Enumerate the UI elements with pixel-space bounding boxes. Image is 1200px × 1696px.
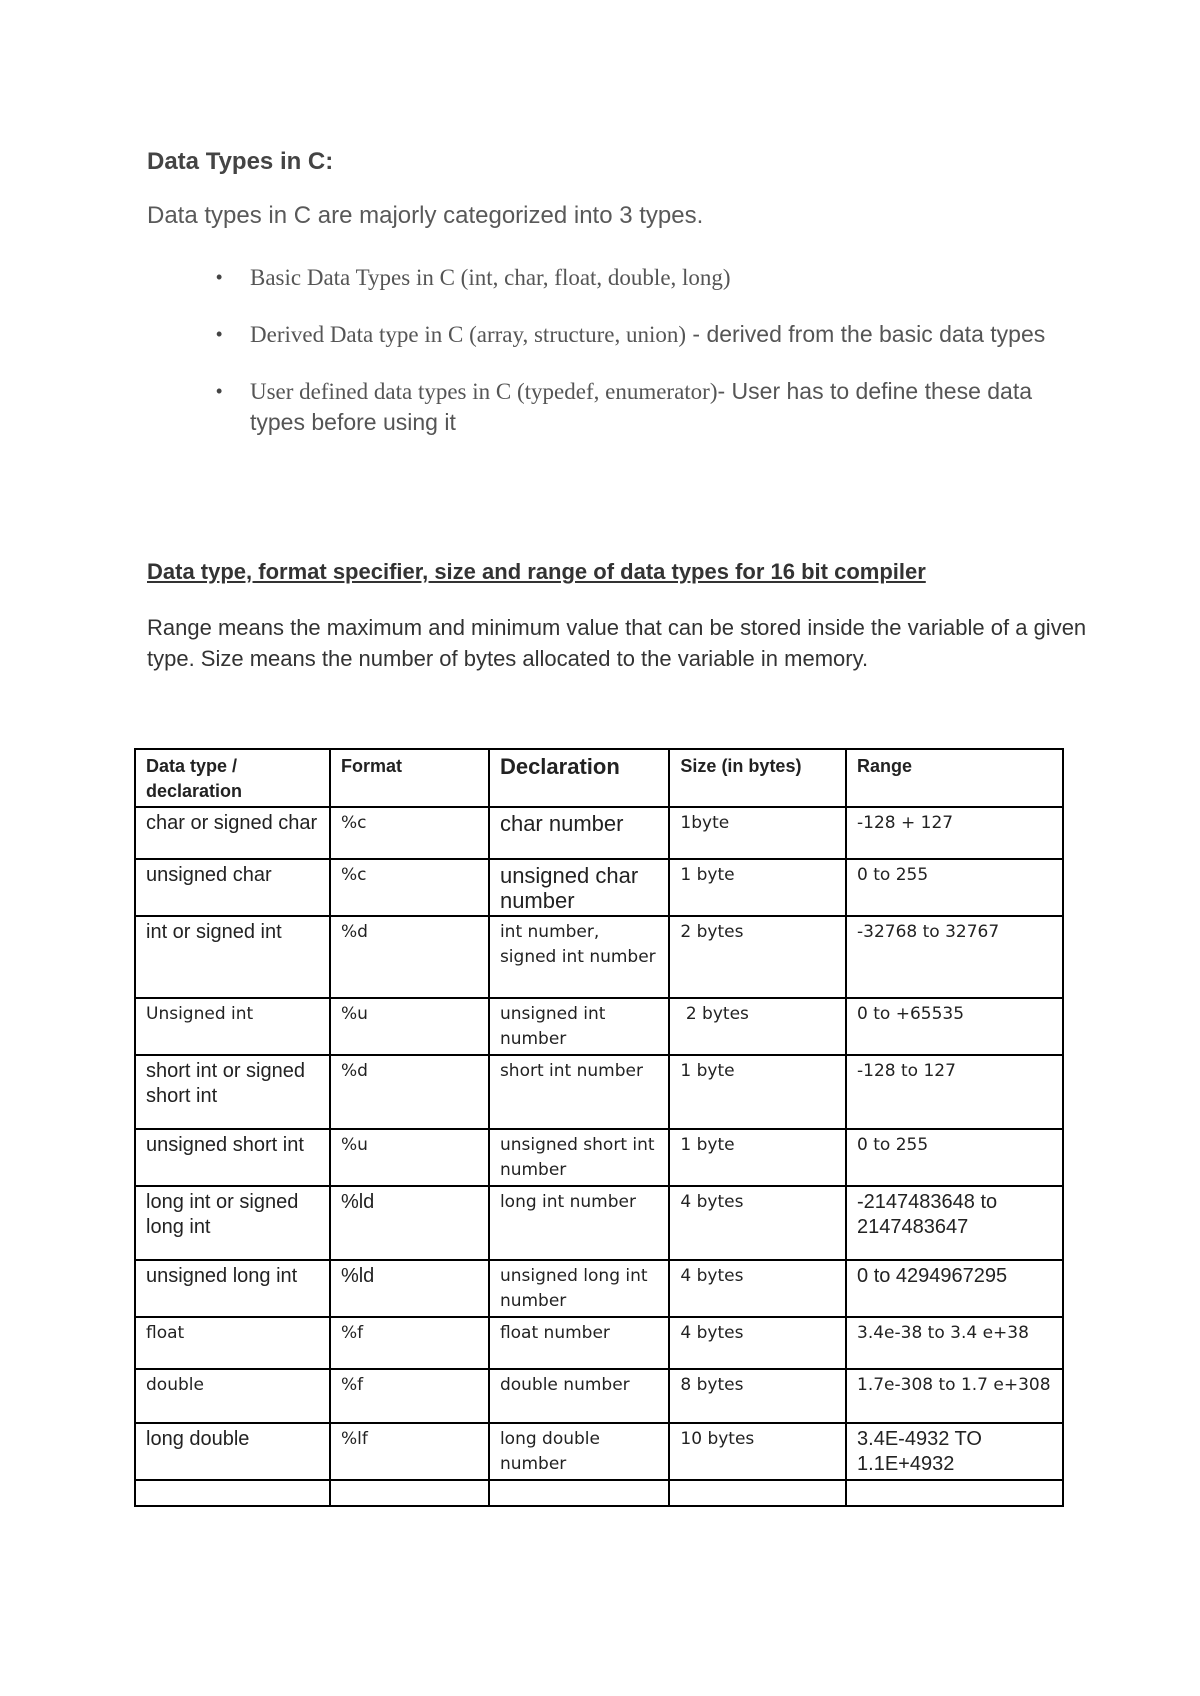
- table-cell: 10 bytes: [669, 1423, 846, 1480]
- table-cell: double number: [489, 1369, 669, 1423]
- table-cell: %ld: [330, 1186, 489, 1260]
- column-header: Range: [846, 749, 1063, 807]
- table-cell: %d: [330, 916, 489, 998]
- table-cell: 0 to 255: [846, 859, 1063, 916]
- table-cell: [330, 1480, 489, 1506]
- table-row: [135, 807, 1063, 859]
- table-row: [135, 1186, 1063, 1260]
- table-cell: 0 to 4294967295: [846, 1260, 1063, 1317]
- column-header: Declaration: [489, 749, 669, 807]
- table-cell: -2147483648 to 2147483647: [846, 1186, 1063, 1260]
- table-cell: 2 bytes: [669, 916, 846, 998]
- table-cell: unsigned long int number: [489, 1260, 669, 1317]
- table-row: [135, 916, 1063, 998]
- table-cell: 2 bytes: [669, 998, 846, 1055]
- bullet-icon: •: [216, 381, 223, 401]
- table-cell: %f: [330, 1369, 489, 1423]
- table-cell: unsigned int number: [489, 998, 669, 1055]
- table-row: [135, 1369, 1063, 1423]
- table-row: [135, 1055, 1063, 1129]
- table-cell: %u: [330, 998, 489, 1055]
- table-cell: char number: [489, 807, 669, 859]
- table-cell: [489, 1480, 669, 1506]
- page-title: Data Types in C:: [147, 148, 334, 175]
- table-cell: -128 + 127: [846, 807, 1063, 859]
- table-row: [135, 1423, 1063, 1480]
- table-cell: unsigned long int: [135, 1260, 330, 1317]
- bullet-icon: •: [216, 267, 223, 287]
- table-cell: %lf: [330, 1423, 489, 1480]
- column-header: Size (in bytes): [669, 749, 846, 807]
- table-cell: short int number: [489, 1055, 669, 1129]
- list-item: • Derived Data type in C (array, structure, union) - derived from the basic data types: [200, 319, 1080, 350]
- table-row: [135, 859, 1063, 916]
- table-cell: [669, 1480, 846, 1506]
- table-cell: -32768 to 32767: [846, 916, 1063, 998]
- table-header-row: [135, 749, 1063, 807]
- table-cell: float number: [489, 1317, 669, 1369]
- table-cell: 8 bytes: [669, 1369, 846, 1423]
- table-cell: 1 byte: [669, 859, 846, 916]
- table-cell: Unsigned int: [135, 998, 330, 1055]
- table-cell: char or signed char: [135, 807, 330, 859]
- table-cell: %ld: [330, 1260, 489, 1317]
- range-description: Range means the maximum and minimum value that can be stored inside the variable of a given type. Size means the number of bytes allocated to the variable in memory.: [147, 615, 1087, 671]
- table-row: [135, 998, 1063, 1055]
- table-cell: %u: [330, 1129, 489, 1186]
- table-cell: float: [135, 1317, 330, 1369]
- table-cell: double: [135, 1369, 330, 1423]
- table-cell: 1.7e-308 to 1.7 e+308: [846, 1369, 1063, 1423]
- table-cell: unsigned short int number: [489, 1129, 669, 1186]
- table-cell: 3.4E-4932 TO 1.1E+4932: [846, 1423, 1063, 1480]
- table-cell: %c: [330, 859, 489, 916]
- table-row: [135, 1317, 1063, 1369]
- table-cell: [135, 1480, 330, 1506]
- table-cell: 3.4e-38 to 3.4 e+38: [846, 1317, 1063, 1369]
- intro-text: Data types in C are majorly categorized into 3 types.: [147, 202, 704, 229]
- table-cell: unsigned char: [135, 859, 330, 916]
- table-row: [135, 1129, 1063, 1186]
- table-cell: unsigned short int: [135, 1129, 330, 1186]
- list-item: • Basic Data Types in C (int, char, float, double, long): [200, 262, 1080, 293]
- column-header: Format: [330, 749, 489, 807]
- column-header: Data type / declaration: [135, 749, 330, 807]
- table-cell: %f: [330, 1317, 489, 1369]
- table-cell: 4 bytes: [669, 1317, 846, 1369]
- bullet-icon: •: [216, 324, 223, 344]
- data-type-category-list: [200, 262, 1080, 464]
- table-cell: [846, 1480, 1063, 1506]
- table-row: [135, 1260, 1063, 1317]
- table-cell: long int number: [489, 1186, 669, 1260]
- table-cell: long double number: [489, 1423, 669, 1480]
- table-cell: unsigned char number: [489, 859, 669, 916]
- table-cell: %c: [330, 807, 489, 859]
- table-cell: -128 to 127: [846, 1055, 1063, 1129]
- table-cell: 0 to 255: [846, 1129, 1063, 1186]
- table-row: [135, 1480, 1063, 1506]
- table-cell: int or signed int: [135, 916, 330, 998]
- table-cell: int number, signed int number: [489, 916, 669, 998]
- table-cell: 1 byte: [669, 1055, 846, 1129]
- section-heading: Data type, format specifier, size and range of data types for 16 bit compiler: [147, 559, 926, 584]
- data-types-table: [134, 748, 1064, 1507]
- table-cell: %d: [330, 1055, 489, 1129]
- table-cell: 1 byte: [669, 1129, 846, 1186]
- table-cell: long int or signed long int: [135, 1186, 330, 1260]
- list-item: • User defined data types in C (typedef, enumerator)- User has to define these data types before using it: [216, 378, 1033, 435]
- table-cell: short int or signed short int: [135, 1055, 330, 1129]
- table-cell: long double: [135, 1423, 330, 1480]
- table-cell: 0 to +65535: [846, 998, 1063, 1055]
- table-cell: 1byte: [669, 807, 846, 859]
- table-cell: 4 bytes: [669, 1186, 846, 1260]
- table-cell: 4 bytes: [669, 1260, 846, 1317]
